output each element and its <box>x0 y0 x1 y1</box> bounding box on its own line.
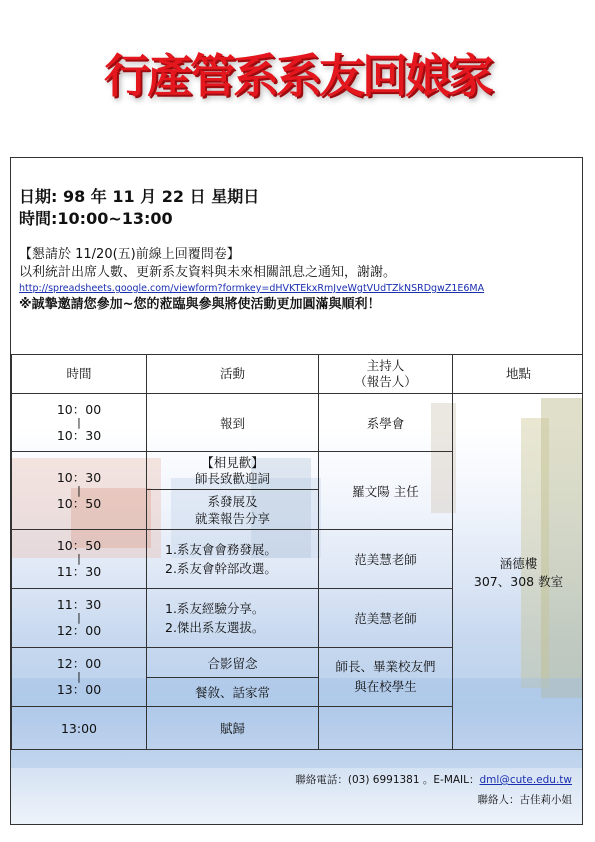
host-cell: 羅文陽 主任 <box>319 452 453 530</box>
location-building: 涵德樓 <box>499 555 538 571</box>
time-separator: | <box>77 483 81 497</box>
host-line: 師長、畢業校友們 <box>335 659 436 674</box>
host-line: 與在校學生 <box>354 679 417 694</box>
contact-email-link[interactable]: dml@cute.edu.tw <box>479 774 572 786</box>
event-date: 日期: 98 年 11 月 22 日 星期日 <box>19 187 260 206</box>
event-time: 時間:10:00~13:00 <box>19 209 173 228</box>
activity-cell <box>147 452 319 490</box>
host-cell: 范美慧老師 <box>319 530 453 589</box>
activity-cell <box>147 490 319 530</box>
time-cell <box>12 648 147 707</box>
survey-link[interactable]: http://spreadsheets.google.com/viewform?formkey=dHVKTEkxRmJveWgtVUdTZkNSRDgwZ1E6MA <box>19 283 485 294</box>
host-cell <box>319 648 453 707</box>
activity-line: 系發展及 <box>207 493 258 509</box>
table-row <box>12 394 584 452</box>
activity-cell <box>147 530 319 589</box>
location-cell <box>453 394 584 750</box>
time-start: 12：00 <box>56 656 102 671</box>
time-start: 10：00 <box>56 401 102 417</box>
header-time: 時間 <box>12 355 147 394</box>
page-title: 行產管系系友回娘家 <box>104 49 491 103</box>
time-separator: | <box>77 552 81 565</box>
activity-cell: 賦歸 <box>147 707 319 750</box>
activity-line: 2.傑出系友選拔。 <box>165 620 265 635</box>
time-end: 11：30 <box>56 564 102 579</box>
activity-line: 【相見歡】 <box>201 454 264 470</box>
flyer-panel <box>10 157 583 825</box>
event-intro <box>19 186 574 314</box>
schedule-table <box>11 354 583 750</box>
time-start: 10：30 <box>56 469 102 485</box>
time-end: 10：30 <box>56 427 102 443</box>
header-activity: 活動 <box>147 355 319 394</box>
time-end: 13：00 <box>56 682 102 697</box>
host-cell <box>319 707 453 750</box>
activity-line: 2.系友會幹部改選。 <box>165 561 277 576</box>
activity-cell: 合影留念 <box>147 648 319 678</box>
contact-email-label: 。E-MAIL： <box>422 774 480 786</box>
host-cell: 范美慧老師 <box>319 589 453 648</box>
activity-cell <box>147 589 319 648</box>
header-host-label: 主持人 <box>366 358 405 373</box>
activity-line: 就業報告分享 <box>194 510 270 526</box>
contact-info <box>295 770 572 810</box>
location-rooms: 307、308 教室 <box>473 573 564 589</box>
time-cell <box>12 589 147 648</box>
header-location: 地點 <box>453 355 584 394</box>
time-cell: 13:00 <box>12 707 147 750</box>
rsvp-deadline: 【懇請於 11/20(五)前線上回覆問卷】 <box>19 247 240 262</box>
host-cell: 系學會 <box>319 394 453 452</box>
contact-person: 聯絡人：古佳莉小姐 <box>477 794 572 806</box>
activity-line: 1.系友會會務發展。 <box>165 542 277 557</box>
invitation-note: ※誠摯邀請您參加~您的蒞臨與參與將使活動更加圓滿與順利！ <box>19 297 381 312</box>
rsvp-purpose: 以利統計出席人數、更新系友資料與未來相關訊息之通知，謝謝。 <box>19 265 397 280</box>
contact-line <box>295 770 572 790</box>
time-cell <box>12 530 147 589</box>
activity-line: 1.系友經驗分享。 <box>165 601 265 616</box>
activity-cell: 餐敘、話家常 <box>147 678 319 707</box>
schedule-header-row <box>12 355 584 394</box>
time-separator: | <box>77 670 81 683</box>
time-separator: | <box>77 611 81 624</box>
time-cell <box>12 452 147 530</box>
time-end: 10：50 <box>56 495 102 511</box>
activity-line: 師長致歡迎詞 <box>194 470 270 486</box>
time-start: 11：30 <box>56 597 102 612</box>
contact-phone: 聯絡電話：(03) 6991381 <box>295 774 420 786</box>
time-start: 10：50 <box>56 538 102 553</box>
time-cell <box>12 394 147 452</box>
activity-cell: 報到 <box>147 394 319 452</box>
header-host <box>319 355 453 394</box>
time-separator: | <box>77 415 81 429</box>
time-end: 12：00 <box>56 623 102 638</box>
header-host-sub: （報告人） <box>354 374 417 389</box>
